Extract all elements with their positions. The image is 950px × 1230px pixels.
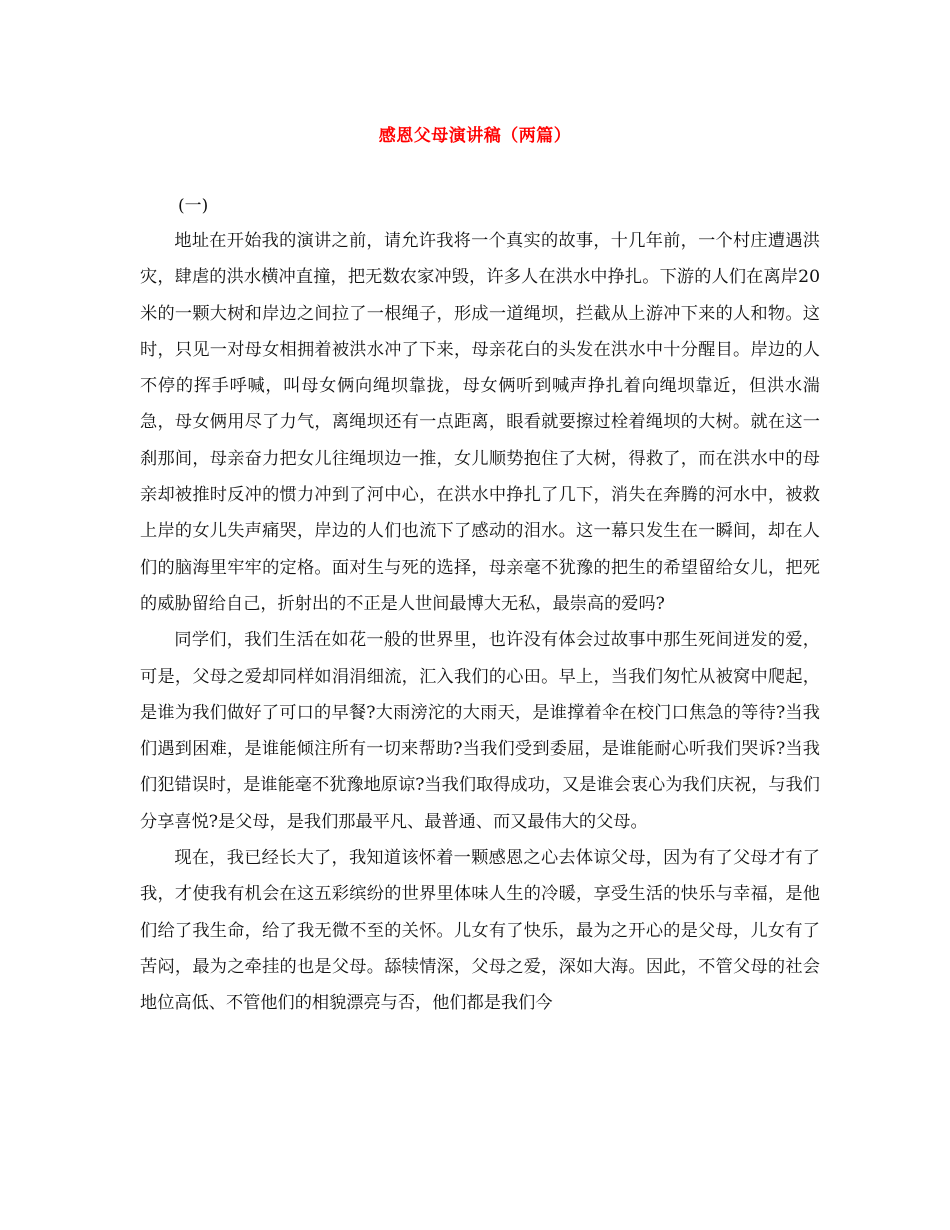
- document-title: 感恩父母演讲稿（两篇）: [378, 126, 572, 146]
- document-body: [140, 223, 820, 1022]
- paragraph-1: 地址在开始我的演讲之前，请允许我将一个真实的故事，十几年前，一个村庄遭遇洪灾，肆虐的洪水横冲直撞，把无数农家冲毁，许多人在洪水中挣扎。下游的人们在离岸20米的一颗大树和岸边之间拉了一根绳子，形成一道绳坝，拦截从上游冲下来的人和物。这时，只见一对母女相拥着被洪水冲了下来，母亲花白的头发在洪水中十分醒目。岸边的人不停的挥手呼喊，叫母女俩向绳坝靠拢，母女俩听到喊声挣扎着向绳坝靠近，但洪水湍急，母女俩用尽了力气，离绳坝还有一点距离，眼看就要擦过栓着绳坝的大树。就在这一刹那间，母亲奋力把女儿往绳坝边一推，女儿顺势抱住了大树，得救了，而在洪水中的母亲却被推时反冲的惯力冲到了河中心，在洪水中挣扎了几下，消失在奔腾的河水中，被救上岸的女儿失声痛哭，岸边的人们也流下了感动的泪水。这一幕只发生在一瞬间，却在人们的脑海里牢牢的定格。面对生与死的选择，母亲毫不犹豫的把生的希望留给女儿，把死的威胁留给自己，折射出的不正是人世间最博大无私，最崇高的爱吗?: [140, 231, 820, 614]
- paragraph-2: 同学们，我们生活在如花一般的世界里，也许没有体会过故事中那生死间迸发的爱，可是，父母之爱却同样如涓涓细流，汇入我们的心田。早上，当我们匆忙从被窝中爬起，是谁为我们做好了可口的早餐?大雨滂沱的大雨天，是谁撑着伞在校门口焦急的等待?当我们遇到困难，是谁能倾注所有一切来帮助?当我们受到委屈，是谁能耐心听我们哭诉?当我们犯错误时，是谁能毫不犹豫地原谅?当我们取得成功，又是谁会衷心为我们庆祝，与我们分享喜悦?是父母，是我们那最平凡、最普通、而又最伟大的父母。: [140, 630, 820, 832]
- paragraph-3: 现在，我已经长大了，我知道该怀着一颗感恩之心去体谅父母，因为有了父母才有了我，才使我有机会在这五彩缤纷的世界里体味人生的冷暖，享受生活的快乐与幸福，是他们给了我生命，给了我无微不至的关怀。儿女有了快乐，最为之开心的是父母，儿女有了苦闷，最为之牵挂的也是父母。舔犊情深，父母之爱，深如大海。因此，不管父母的社会地位高低、不管他们的相貌漂亮与否，他们都是我们今: [140, 848, 820, 1014]
- section-label: (一): [178, 196, 209, 216]
